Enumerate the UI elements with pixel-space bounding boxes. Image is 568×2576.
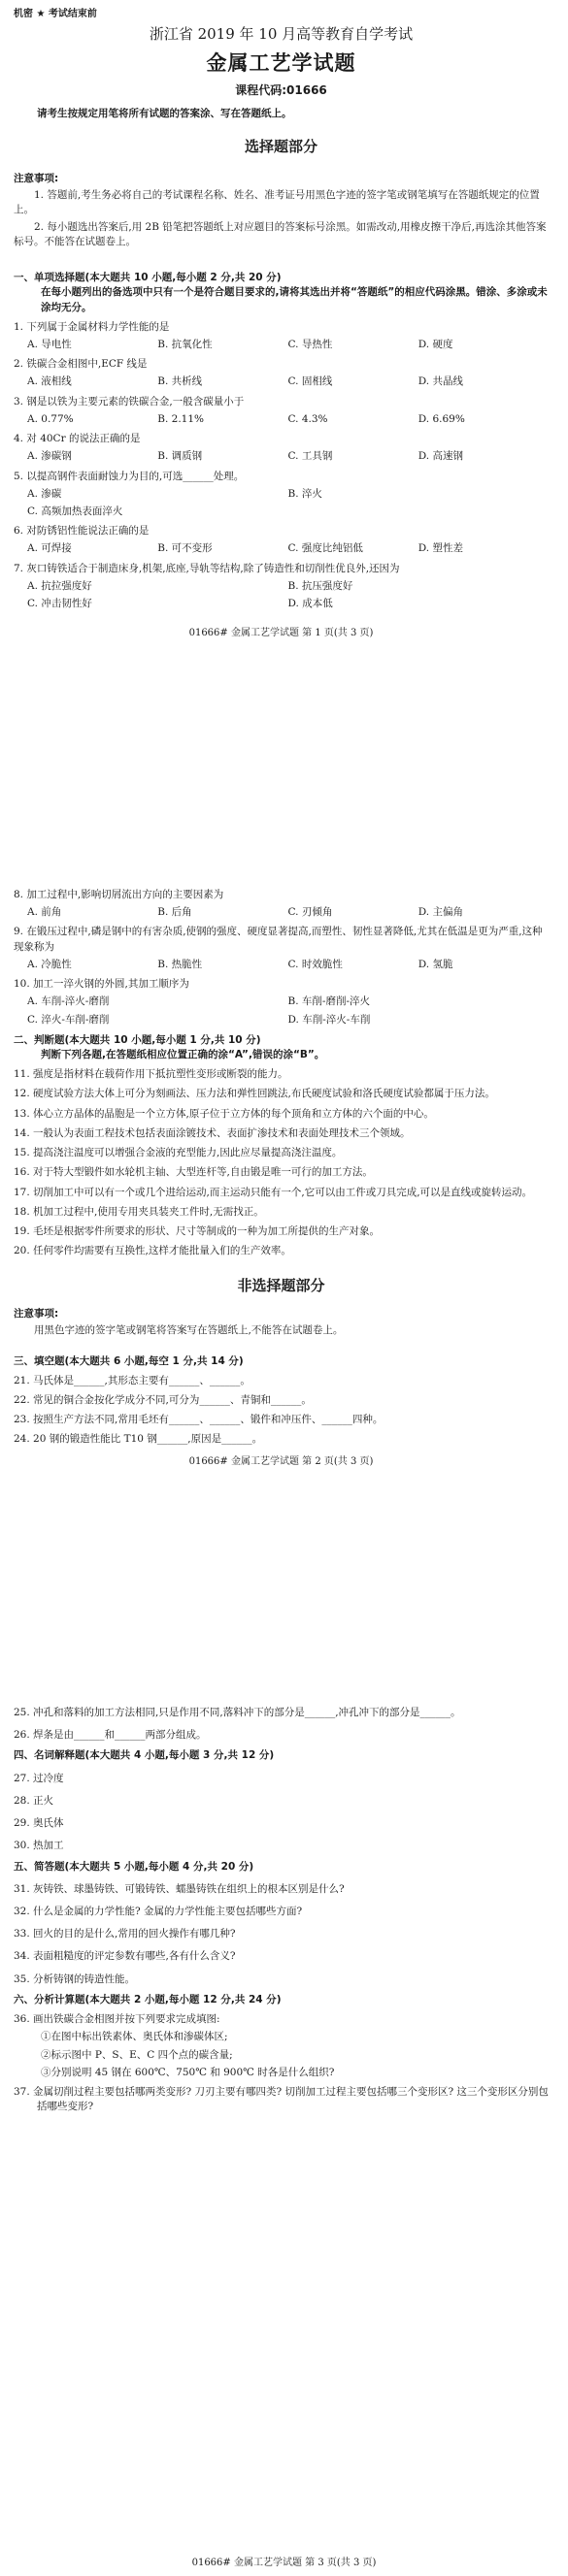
options	[27, 487, 549, 502]
question: 8. 加工过程中,影响切屑流出方向的主要因素为	[14, 889, 224, 900]
question: 2. 铁碳合金相图中,ECF 线是	[14, 358, 148, 371]
option: D. 主偏角	[418, 906, 463, 919]
option: A. 液相线	[27, 375, 72, 388]
option: A. 可焊接	[27, 542, 72, 555]
part-2-title: 二、判断题(本大题共 10 小题,每小题 1 分,共 10 分)	[14, 1033, 261, 1046]
judge-item: 12. 硬度试验方法大体上可分为刻画法、压力法和弹性回跳法,布氏硬度试验和洛氏硬度试验都属于压力法。	[14, 1088, 495, 1100]
part-1-desc: 在每小题列出的备选项中只有一个是符合题目要求的,请将其选出并将“答题纸”的相应代码涂黑。错涂、多涂或未涂均无分。	[41, 286, 548, 313]
judge-item: 15. 提高浇注温度可以增强合金液的充型能力,因此应尽量提高浇注温度。	[14, 1147, 343, 1159]
option: A. 冷脆性	[27, 958, 72, 970]
attention-para-2: 2. 每小题选出答案后,用 2B 铅笔把答题纸上对应题目的答案标号涂黑。如需改动,用橡皮擦干净后,再选涂其他答案标号。不能答在试题卷上。	[14, 220, 547, 247]
term-item: 29. 奥氏体	[14, 1817, 64, 1830]
fill-item: 25. 冲孔和落料的加工方法相同,只是作用不同,落料冲下的部分是______,冲孔冲下的部分是______。	[14, 1707, 461, 1718]
term-item: 28. 正火	[14, 1794, 54, 1807]
option: B. 淬火	[287, 487, 322, 500]
part-3-title: 三、填空题(本大题共 6 小题,每空 1 分,共 14 分)	[14, 1354, 244, 1367]
judge-item: 19. 毛坯是根据零件所要求的形状、尺寸等制成的一种为加工所提供的生产对象。	[14, 1224, 381, 1237]
options	[27, 958, 549, 972]
part-5-title: 五、简答题(本大题共 5 小题,每小题 4 分,共 20 分)	[14, 1860, 254, 1873]
option: D. 硬度	[418, 339, 453, 351]
option: B. 调质钢	[157, 450, 203, 463]
option: A. 渗碳钢	[27, 450, 72, 463]
attention-para: 用黑色字迹的签字笔或钢笔将答案写在答题纸上,不能答在试题卷上。	[34, 1324, 344, 1337]
option: C. 时效脆性	[287, 958, 343, 970]
attention-heading: 注意事项:	[14, 1308, 59, 1321]
short-answer-item: 35. 分析铸钢的铸造性能。	[14, 1973, 136, 1985]
option: C. 工具钢	[287, 450, 333, 463]
part-2-desc: 判断下列各题,在答题纸相应位置正确的涂“A”,错误的涂“B”。	[41, 1048, 325, 1060]
option: C. 导热性	[287, 339, 333, 351]
fill-item: 24. 20 钢的锻造性能比 T10 钢______,原因是______。	[14, 1433, 263, 1446]
section-title-choice: 选择题部分	[244, 138, 317, 156]
options	[27, 338, 549, 352]
part-4-title: 四、名词解释题(本大题共 4 小题,每小题 3 分,共 12 分)	[14, 1749, 275, 1762]
attention-heading: 注意事项:	[14, 173, 59, 185]
question: 7. 灰口铸铁适合于制造床身,机架,底座,导轨等结构,除了铸造性和切削性优良外,还因为	[14, 562, 400, 574]
attention-para-1: 1. 答题前,考生务必将自己的考试课程名称、姓名、准考证号用黑色字迹的签字笔或钢笔填写在答题纸规定的位置上。	[14, 189, 540, 216]
page-footer: 01666# 金属工艺学试题 第 2 页(共 3 页)	[188, 1455, 374, 1467]
secret-label: 机密 ★ 考试结束前	[14, 9, 97, 19]
option: D. 6.69%	[418, 412, 465, 425]
short-answer-item: 34. 表面粗糙度的评定参数有哪些,各有什么含义?	[14, 1950, 236, 1963]
fill-item: 21. 马氏体是______,其形态主要有______、______。	[14, 1374, 251, 1386]
analysis-subitem: ①在图中标出铁素体、奥氏体和渗碳体区;	[41, 2031, 228, 2043]
option: B. 后角	[157, 906, 192, 919]
option: B. 可不变形	[157, 542, 213, 555]
option: C. 冲击韧性好	[27, 598, 92, 610]
options	[27, 541, 549, 556]
option: B. 抗氧化性	[157, 339, 213, 351]
question: 1. 下列属于金属材料力学性能的是	[14, 320, 170, 333]
judge-item: 18. 机加工过程中,使用专用夹具装夹工件时,无需找正。	[14, 1205, 264, 1218]
options	[27, 449, 549, 464]
part-6-title: 六、分析计算题(本大题共 2 小题,每小题 12 分,共 24 分)	[14, 1993, 282, 2005]
option: D. 高速钢	[418, 450, 463, 463]
option: C. 高频加热表面淬火	[27, 505, 123, 517]
option: C. 刃倾角	[287, 906, 333, 919]
judge-item: 16. 对于特大型锻件如水轮机主轴、大型连杆等,自由锻是唯一可行的加工方法。	[14, 1166, 373, 1179]
question: 10. 加工一淬火钢的外圆,其加工顺序为	[14, 978, 189, 991]
question: 9. 在锻压过程中,磷是钢中的有害杂质,使钢的强度、硬度显著提高,而塑性、韧性显著降低,尤其在低温是更为严重,这种现象称为	[14, 926, 543, 953]
page-2	[0, 883, 568, 1469]
options	[27, 579, 549, 611]
course-code: 课程代码:01666	[235, 82, 327, 97]
short-answer-item: 31. 灰铸铁、球墨铸铁、可锻铸铁、蠕墨铸铁在组织上的根本区别是什么?	[14, 1882, 345, 1895]
term-item: 30. 热加工	[14, 1840, 64, 1852]
fill-item: 22. 常见的铜合金按化学成分不同,可分为______、青铜和______。	[14, 1394, 312, 1406]
part-1-title: 一、单项选择题(本大题共 10 小题,每小题 2 分,共 20 分)	[14, 272, 282, 284]
option: B. 热脆性	[157, 958, 203, 970]
option: A. 导电性	[27, 339, 72, 351]
judge-item: 11. 强度是指材料在载荷作用下抵抗塑性变形或断裂的能力。	[14, 1068, 288, 1081]
option: A. 抗拉强度好	[27, 579, 92, 592]
option: D. 氢脆	[418, 958, 453, 970]
option: C. 淬火-车削-磨削	[27, 1013, 110, 1026]
question: 6. 对防锈铝性能说法正确的是	[14, 525, 150, 538]
judge-item: 17. 切削加工中可以有一个或几个进给运动,而主运动只能有一个,它可以由工件或刀具完成,可以是直线或旋转运动。	[14, 1186, 533, 1198]
exam-title: 浙江省 2019 年 10 月高等教育自学考试	[149, 24, 414, 43]
option: D. 车削-淬火-车削	[287, 1013, 371, 1026]
term-item: 27. 过冷度	[14, 1772, 64, 1784]
option: C. 固相线	[287, 375, 333, 388]
short-answer-item: 32. 什么是金属的力学性能? 金属的力学性能主要包括哪些方面?	[14, 1905, 303, 1917]
short-answer-item: 33. 回火的目的是什么,常用的回火操作有哪几种?	[14, 1928, 236, 1940]
options	[27, 995, 549, 1027]
option: A. 前角	[27, 906, 62, 919]
fill-item: 26. 焊条是由______和______两部分组成。	[14, 1729, 207, 1742]
page-footer: 01666# 金属工艺学试题 第 1 页(共 3 页)	[188, 628, 374, 639]
option: D. 共晶线	[418, 375, 463, 388]
question: 5. 以提高钢件表面耐蚀力为目的,可选______处理。	[14, 470, 245, 482]
option: D. 塑性差	[418, 542, 463, 555]
analysis-subitem: ③分别说明 45 钢在 600℃、750℃ 和 900℃ 时各是什么组织?	[41, 2066, 335, 2078]
options	[27, 905, 549, 920]
notice: 请考生按规定用笔将所有试题的答案涂、写在答题纸上。	[37, 108, 292, 120]
analysis-item: 37. 金属切削过程主要包括哪两类变形? 刀刃主要有哪四类? 切削加工过程主要包括哪三个变形区? 这三个变形区分别包括哪些变形?	[14, 2085, 549, 2113]
page-3	[0, 1701, 568, 2568]
section-title-nonchoice: 非选择题部分	[237, 1277, 325, 1295]
option: A. 渗碳	[27, 487, 62, 500]
judge-item: 13. 体心立方晶体的晶胞是一个立方体,原子位于立方体的每个顶角和立方体的六个面的中心。	[14, 1107, 434, 1120]
course-title: 金属工艺学试题	[206, 51, 356, 76]
judge-item: 14. 一般认为表面工程技术包括表面涂镀技术、表面扩渗技术和表面处理技术三个领域。	[14, 1126, 411, 1139]
option: B. 车削-磨削-淬火	[287, 995, 370, 1008]
options	[27, 375, 549, 389]
analysis-subitem: ②标示图中 P、S、E、C 四个点的碳含量;	[41, 2048, 233, 2061]
option: D. 成本低	[287, 598, 333, 610]
option: A. 0.77%	[27, 412, 74, 425]
option: A. 车削-淬火-磨削	[27, 995, 110, 1008]
option: C. 强度比纯铝低	[287, 542, 363, 555]
option: B. 抗压强度好	[287, 579, 353, 592]
page-1	[0, 0, 568, 641]
fill-item: 23. 按照生产方法不同,常用毛坯有______、______、锻件和冲压件、______四种。	[14, 1414, 384, 1426]
question: 4. 对 40Cr 的说法正确的是	[14, 433, 141, 445]
page-footer: 01666# 金属工艺学试题 第 3 页(共 3 页)	[191, 2558, 377, 2568]
option: B. 共析线	[157, 375, 203, 388]
question: 3. 钢是以铁为主要元素的铁碳合金,一般含碳量小于	[14, 395, 245, 408]
options	[27, 412, 549, 427]
analysis-item: 36. 画出铁碳合金相图并按下列要求完成填图:	[14, 2013, 220, 2026]
judge-item: 20. 任何零件均需要有互换性,这样才能批量入们的生产效率。	[14, 1245, 291, 1257]
option: C. 4.3%	[287, 412, 328, 425]
option: B. 2.11%	[157, 412, 204, 425]
